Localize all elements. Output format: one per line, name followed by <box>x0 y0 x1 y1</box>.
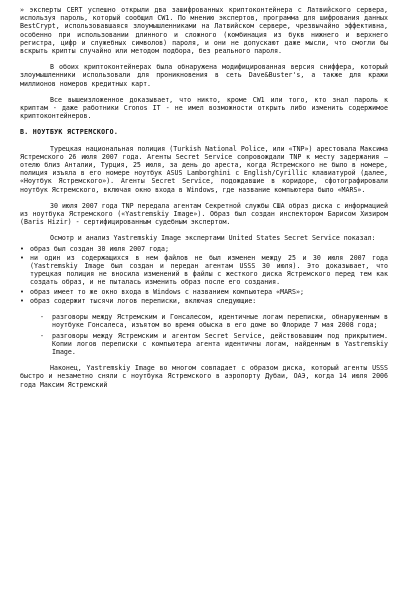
findings-list <box>20 245 388 305</box>
paragraph-sniffer: В обоих криптоконтейнерах была обнаружена модифицированная версия сниффера, который злоумышленники использовали для проникновения в сеть Dave&Buster's, а также для кражи миллионов номеров кредитных карт. <box>20 63 388 88</box>
paragraph-conclusion: Все вышеизложенное доказывает, что никто, кроме CW1 или того, кто знал пароль к криптам - даже работники Cronos IT - не имел возможности открыть либо изменить содержимое криптоконтейнеров. <box>20 95 388 121</box>
chat-log-item: - разговоры между Ястремским и агентом Secret Service, действовавшим под прикрытием. Копии логов переписки с компьютера агента идентичны логам, найденным в Yastremskiy Image. <box>40 332 388 357</box>
section-heading: В. НОУТБУК ЯСТРЕМСКОГО. <box>20 128 119 137</box>
finding-item: • образ имеет то же окно входа в Windows с названием компьютера «MARS»; <box>20 288 388 296</box>
paragraph-analysis-intro: Осмотр и анализ Yastremskiy Image экспертами United States Secret Service показал: <box>50 234 376 243</box>
finding-item: • образ был создан 30 июля 2007 года; <box>20 245 388 253</box>
chat-log-item: - разговоры между Ястремским и Гонсалесом, идентичные логам переписки, обнаруженным в ноутбуке Гонсалеса, изъятом во время обыска в его доме во Флориде 7 мая 2008 года; <box>40 313 388 329</box>
paragraph-dubai: Наконец, Yastremskiy Image во многом совпадает с образом диска, который агенты USSS быстро и незаметно сняли с ноутбука Ястремского в аэропорту Дубаи, ОАЭ, когда 14 июля 2006 года Максим Ястремский <box>20 364 388 389</box>
chat-logs-list <box>40 313 388 356</box>
paragraph-cert-experts: » эксперты CERT успешно открыли два зашифрованных криптоконтейнера с Латвийского сервера, используя пароль, который сообщил CW1. По мнению экспертов, программа для шифрования данных BestCrypt, использовавшаяся злоумышленниками на Латвийском сервере, чрезвычайно эффективна, особенно при использовании длинного и сложного (комбинация из букв нижнего и верхнего регистра, цифр и служебных символов) пароля, и они не допускают даже мысли, что смогли бы вскрыть крипты случайно или методом подбора, без реального пароля. <box>20 6 388 56</box>
paragraph-image-transfer: 30 июля 2007 года TNP передала агентам Секретной службы США образ диска с информацией из ноутбука Ястремского («Yastremskiy Image»). Образ был создан инспектором Барисом Хизиром (Baris Hizir) - сертифицированным судебным экспертом. <box>20 201 388 227</box>
finding-item: • ни один из содержащихся в нем файлов не был изменен между 25 и 30 июля 2007 года (Yastremskiy Image был создан и передан агентам USSS 30 июля). Это доказывает, что турецкая полиция не вносила изменений в файлы с жесткого диска Ястремского перед тем как создать образ, и не пыталась изменить образ после его создания. <box>20 254 388 287</box>
paragraph-arrest: Турецкая национальная полиция (Turkish National Police, или «TNP») арестовала Максима Ястремского 26 июля 2007 года. Агенты Secret Service сопровождали TNP к месту задержания – отелю близ Анталии, Турция, 25 июля, за день до ареста, когда Ястремского не было в номере, полиция изъяла в его номере ноутбук ASUS Lamborghini с English/Cyrillic клавиатурой (далее, «Ноутбук Ястремского»). Агенты Secret Service, подождавшие в коридоре, сфотографировали ноутбук Ястремского, включая окно входа в Windows, где название компьютера было «MARS». <box>20 144 388 194</box>
finding-item: • образ содержит тысячи логов переписки, включая следующие: <box>20 297 388 305</box>
